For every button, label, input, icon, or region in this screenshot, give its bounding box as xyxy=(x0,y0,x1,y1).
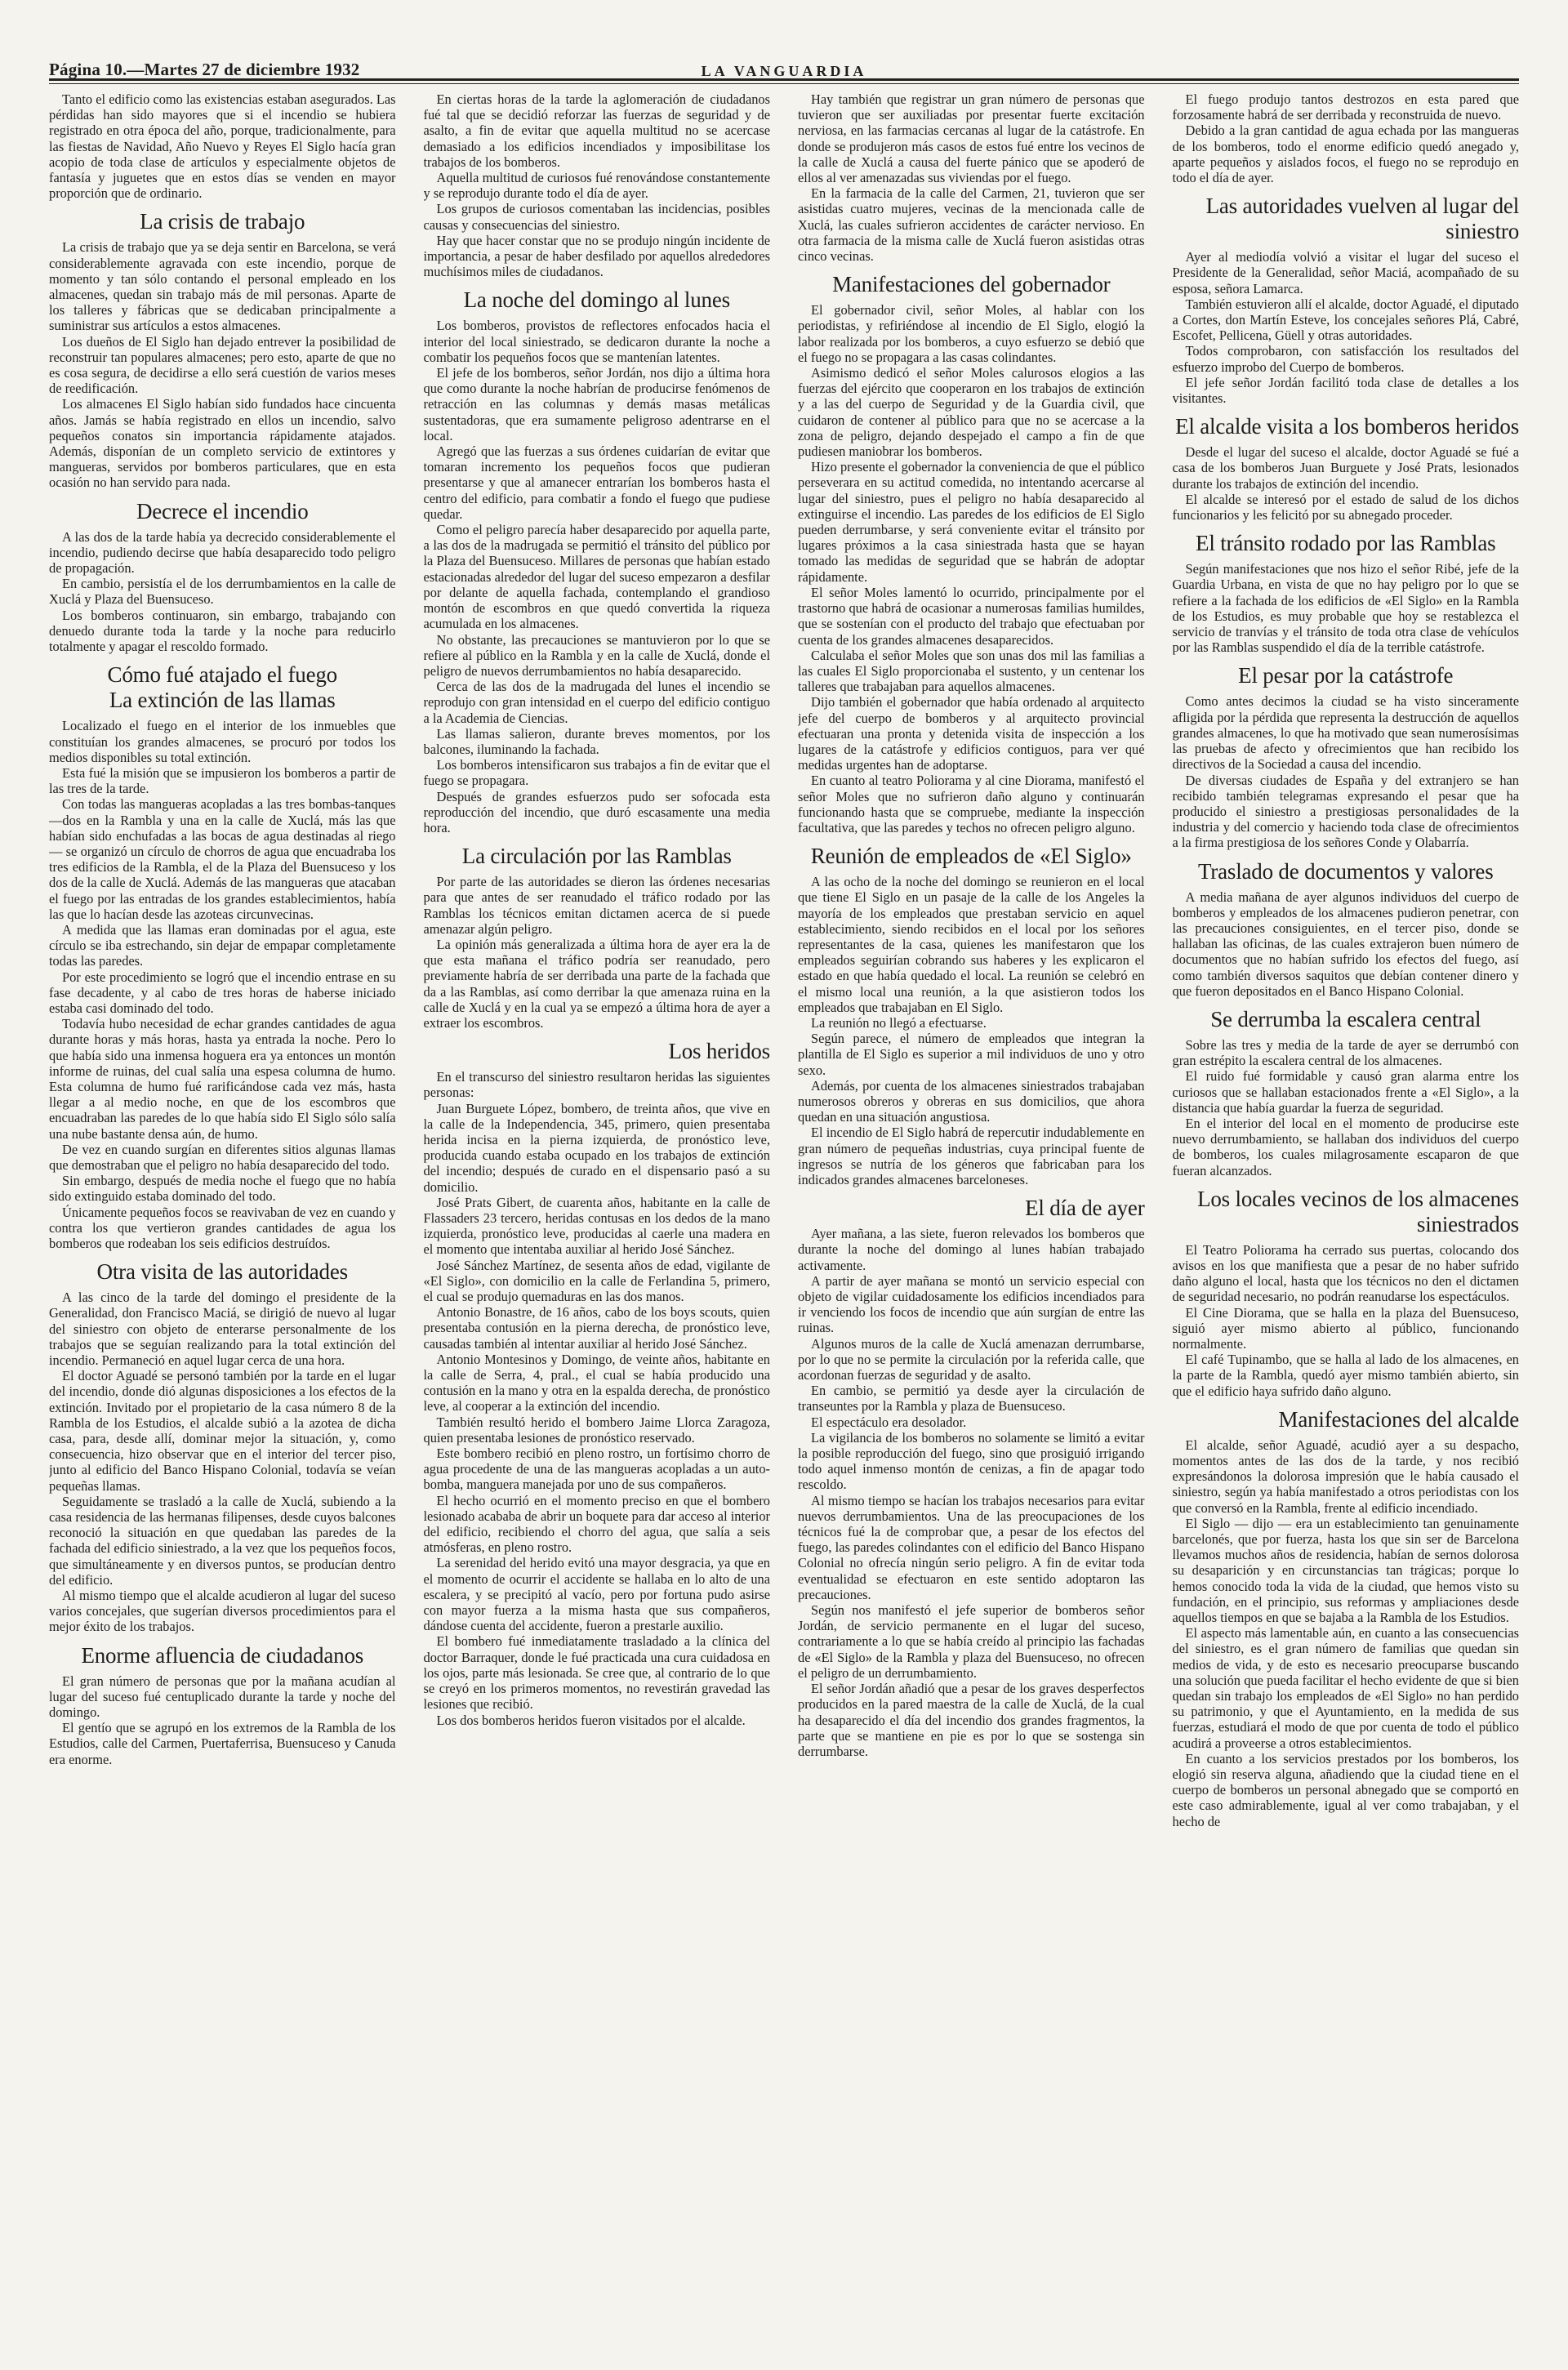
paragraph: Los grupos de curiosos comentaban las incidencias, posibles causas y consecuencias del siniestro. xyxy=(423,201,770,233)
paragraph: Por parte de las autoridades se dieron las órdenes necesarias para que antes de ser reanudado el tráfico rodado por las Ramblas los técnicos emitan dictamen acerca de si puede amenazar algún peligro. xyxy=(423,874,770,937)
paragraph: Antonio Bonastre, de 16 años, cabo de los boys scouts, quien presentaba contusión en la pierna derecha, de pronóstico leve, causadas también al intentar auxiliar al herido José Sánchez. xyxy=(423,1304,770,1352)
paragraph: En el transcurso del siniestro resultaron heridas las siguientes personas: xyxy=(423,1069,770,1101)
column-4 xyxy=(1173,91,1520,2321)
paragraph: En cuanto al teatro Poliorama y al cine Diorama, manifestó el señor Moles que no sufrieron daño alguno y continuarán funcionando hasta que se compruebe, mediante la inspección facultativa, que las paredes y techos no ofrecen peligro alguno. xyxy=(798,773,1145,835)
paragraph: De diversas ciudades de España y del extranjero se han recibido también telegramas expresando el pesar que ha producido el siniestro a prestigiosas personalidades de la industria y del comercio y haciendo toda clase de ofrecimientos a la firma prestigiosa de los señores Conde y Olabarría. xyxy=(1172,772,1519,851)
paragraph: Después de grandes esfuerzos pudo ser sofocada esta reproducción del incendio, que duró escasamente una media hora. xyxy=(423,788,770,835)
masthead: LA VANGUARDIA xyxy=(701,63,867,79)
section-heading: Decrece el incendio xyxy=(136,498,309,523)
paragraph: A las cinco de la tarde del domingo el presidente de la Generalidad, don Francisco Maciá, se dirigió de nuevo al lugar del siniestro con objeto de enterarse personalmente de los trabajos que se seguían realizando para la total extinción del incendio. Permaneció en aquel lugar cerca de una hora. xyxy=(49,1290,396,1369)
paragraph: Las llamas salieron, durante breves momentos, por los balcones, iluminando la fachada. xyxy=(423,725,770,757)
paragraph: Hizo presente el gobernador la conveniencia de que el público perseverara en su actitud comedida, no intentando acercarse al lugar del siniestro, pues el peligro no había desaparecido al extinguirse el incendio. Las paredes de los edificios de El Siglo pueden derrumbarse, y será conveniente evitar el tránsito por lugares próximos a la casa siniestrada hasta que se hayan tomado las medidas de seguridad que se habrán de adoptar rápidamente. xyxy=(798,459,1145,585)
paragraph: Únicamente pequeños focos se reavivaban de vez en cuando y contra los que vertieron grandes cantidades de agua los bomberos que rodeaban los seis edificios destruídos. xyxy=(49,1204,396,1251)
paragraph: Al mismo tiempo se hacían los trabajos necesarios para evitar nuevos derrumbamientos. Una de las preocupaciones de los técnicos fué la de comprobar que, a pesar de los efectos del fuego, las paredes colindantes con el edificio del Banco Hispano Colonial no ofrecía ningún serio peligro. A fin de evitar toda eventualidad se efectuaron en este sentido adoptaron las precauciones. xyxy=(798,1492,1145,1602)
paragraph: La serenidad del herido evitó una mayor desgracia, ya que en el momento de ocurrir el accidente se hallaba en lo alto de una escalera, y se precipitó al vacío, pero por fortuna pudo asirse con mayor fuerza a la misma hasta que sus compañeros, dándose cuenta del accidente, fueron a prestarle auxilio. xyxy=(423,1555,770,1634)
paragraph: El alcalde, señor Aguadé, acudió ayer a su despacho, momentos antes de las dos de la tarde, y nos recibió expresándonos la dolorosa impresión que le había causado el siniestro, según ya había manifestado a otros periodistas con los que conversó en la Rambla, frente al edificio incendiado. xyxy=(1172,1437,1519,1516)
paragraph: Los bomberos intensificaron sus trabajos a fin de evitar que el fuego se propagara. xyxy=(423,757,770,789)
paragraph: Desde el lugar del suceso el alcalde, doctor Aguadé se fué a casa de los bomberos Juan Burguete y José Prats, lesionados durante los trabajos de extinción del incendio. xyxy=(1172,444,1519,492)
paragraph: En el interior del local en el momento de producirse este nuevo derrumbamiento, se hallaban dos individuos del cuerpo de bomberos, los cuales milagrosamente escaparon de que fueran alcanzados. xyxy=(1172,1115,1519,1178)
paragraph: Agregó que las fuerzas a sus órdenes cuidarían de evitar que tomaran incremento los pequeños focos que pudieran presentarse y que al amanecer entrarían los bomberos hasta el centro del edificio, para combatir a fondo el fuego que pudiese quedar. xyxy=(423,443,770,522)
paragraph: Sobre las tres y media de la tarde de ayer se derrumbó con gran estrépito la escalera central de los almacenes. xyxy=(1172,1036,1519,1069)
section-heading: Enorme afluencia de ciudadanos xyxy=(81,1642,364,1668)
paragraph: También resultó herido el bombero Jaime Llorca Zaragoza, quien presentaba lesiones de pronóstico reservado. xyxy=(423,1414,770,1446)
section-heading: Otra visita de las autoridades xyxy=(96,1259,348,1285)
paragraph: Como el peligro parecía haber desaparecido por aquella parte, a las dos de la madrugada se permitió el tránsito del público por la Plaza del Buensuceso. Millares de personas que habían estado estacionadas alrededor del lugar del suceso empezaron a desfilar por delante de aquella fachada, contemplando el grandioso montón de escombros en que quedó convertida la riqueza acumulada en los almacenes. xyxy=(423,522,770,632)
paragraph: La opinión más generalizada a última hora de ayer era la de que esta mañana el tráfico podría ser reanudado, pero previamente habría de ser derribada una parte de la fachada que da a las Ramblas, así como derribar la que amenaza ruina en la calle de Xuclá y en la cual ya se empezó a última hora de ayer a extraer los escombros. xyxy=(423,936,770,1031)
paragraph: El espectáculo era desolador. xyxy=(811,1414,967,1430)
paragraph: Aquella multitud de curiosos fué renovándose constantemente y se reprodujo durante todo el día de ayer. xyxy=(423,170,770,202)
section-heading: Las autoridades vuelven al lugar del siniestro xyxy=(1205,194,1519,244)
section-heading: Los heridos xyxy=(668,1039,770,1064)
paragraph: También estuvieron allí el alcalde, doctor Aguadé, el diputado a Cortes, don Martín Esteve, los concejales señores Plá, Cabré, Escofet, Pellicena, Güell y otras autoridades. xyxy=(1172,296,1519,344)
paragraph: Los dueños de El Siglo han dejado entrever la posibilidad de reconstruir tan populares almacenes; pero esto, aparte de que no es cosa segura, de decidirse a ello será cuestión de varios meses de reedificación. xyxy=(49,333,396,397)
paragraph: Tanto el edificio como las existencias estaban asegurados. Las pérdidas han sido mayores que si el incendio se hubiera registrado en otra época del año, porque, tradicionalmente, para las fiestas de Navidad, Año Nuevo y Reyes El Siglo hacía gran acopio de toda clase de artículos y especialmente objetos de fantasía y juguetes que en estos días se venden en mayor proporción que de ordinario. xyxy=(49,91,396,202)
paragraph: En cambio, persistía el de los derrumbamientos en la calle de Xuclá y Plaza del Buensuceso. xyxy=(49,576,396,608)
paragraph: Como antes decimos la ciudad se ha visto sinceramente afligida por la pérdida que representa la destrucción de aquellos grandes almacenes, lo que ha motivado que sean numerosísimas las pruebas de afecto y ofrecimientos que han recibido los directivos de la Sociedad a causa del incendio. xyxy=(1172,693,1519,773)
paragraph: El señor Jordán añadió que a pesar de los graves desperfectos producidos en la pared maestra de la calle de Xuclá, de la cual ha desaparecido el día del incendio dos grandes fragmentos, la parte que se mantiene en pie es por lo que se sostenga sin derrumbarse. xyxy=(798,1681,1145,1759)
column-2 xyxy=(424,91,771,2321)
paragraph: El doctor Aguadé se personó también por la tarde en el lugar del incendio, donde dió algunas disposiciones a los efectos de la extinción. Invitado por el propietario de la casa número 8 de la Rambla de los Estudios, el alcalde subió a la azotea de dicha casa, para, desde allí, dominar mejor la situación, y, como consecuencia, hizo observar que en el interior del tercer piso, junto al edificio del Banco Hispano Colonial, todavía se veían pequeñas llamas. xyxy=(49,1368,396,1494)
paragraph: Dijo también el gobernador que había ordenado al arquitecto jefe del cuerpo de bomberos y al arquitecto provincial efectuaran una pronta y detenida visita de inspección a los lugares de la catástrofe y edificios contiguos, para ver qué medidas urgentes han de adoptarse. xyxy=(798,694,1145,773)
paragraph: El Siglo — dijo — era un establecimiento tan genuinamente barcelonés, que por fuerza, hasta los que sin ser de Barcelona llevamos muchos años de residencia, habían de sernos dolorosa su desaparición y en circunstancias tan trágicas; porque lo hemos conocido toda la vida de la ciudad, que hemos visto su fundación, en el principio, sus reformas y ampliaciones desde aquellos tiempos en que se bajaba a la Rambla de los Estudios. xyxy=(1172,1515,1519,1626)
paragraph: Al mismo tiempo que el alcalde acudieron al lugar del suceso varios concejales, que sugerían diversos procedimientos para el mejor éxito de los trabajos. xyxy=(49,1588,396,1635)
section-heading: Reunión de empleados de «El Siglo» xyxy=(810,844,1132,869)
paragraph: Algunos muros de la calle de Xuclá amenazan derrumbarse, por lo que no se permite la circulación por la referida calle, que acordonan fuerzas de seguridad y de asalto. xyxy=(798,1335,1145,1383)
page-header xyxy=(49,42,1519,80)
paragraph: A media mañana de ayer algunos individuos del cuerpo de bomberos y empleados de los almacenes pudieron penetrar, con las precauciones consiguientes, en el tercer piso, donde se hallaban las oficinas, de las cuales extrajeron buen número de documentos que no habían sufrido los efectos del fuego, así como también diversos saquitos que debían contener dinero y que fueron depositados en el Banco Hispano Colonial. xyxy=(1172,889,1519,999)
section-heading: El alcalde visita a los bomberos heridos xyxy=(1175,414,1519,439)
paragraph: Ayer mañana, a las siete, fueron relevados los bomberos que durante la noche del domingo al lunes habían trabajado activamente. xyxy=(798,1226,1145,1273)
paragraph: El ruido fué formidable y causó gran alarma entre los curiosos que se hallaban estacionados frente a «El Siglo», a la distancia que había guardar la fuerza de seguridad. xyxy=(1172,1068,1519,1116)
section-heading: La crisis de trabajo xyxy=(140,209,305,234)
paragraph: Con todas las mangueras acopladas a las tres bombas-tanques —dos en la Rambla y una en la calle de Xuclá, más las que habían sido enchufadas a las bocas de agua destinadas al riego— se organizó un círculo de chorros de agua que encuadraba los tres edificios de la Rambla, el de la Plaza del Buensuceso y los dos de la calle de Xuclá. Además de las mangueras que atacaban el fuego por las entradas de los grandes establecimientos, había las que lo hacían desde las azoteas circunvecinas. xyxy=(49,796,396,922)
header-rule-thin xyxy=(49,83,1519,84)
page-date: Página 10.—Martes 27 de diciembre 1932 xyxy=(49,60,360,79)
paragraph: Los almacenes El Siglo habían sido fundados hace cincuenta años. Jamás se había registrado en ellos un incendio, salvo pequeños conatos sin importancia rápidamente atajados. Además, disponían de un completo servicio de extintores y mangueras, servidos por bomberos particulares, que en esta ocasión no han servido para nada. xyxy=(49,396,396,491)
paragraph: Ayer al mediodía volvió a visitar el lugar del suceso el Presidente de la Generalidad, señor Maciá, acompañado de su esposa, señora Lamarca. xyxy=(1172,249,1519,296)
section-heading: Manifestaciones del gobernador xyxy=(832,272,1111,297)
section-heading: La circulación por las Ramblas xyxy=(461,844,732,869)
paragraph: Los dos bomberos heridos fueron visitados por el alcalde. xyxy=(436,1712,746,1728)
paragraph: Calculaba el señor Moles que son unas dos mil las familias a las cuales El Siglo proporcionaba el sustento, y un centenar los talleres que trabajaban para aquellos almacenes. xyxy=(798,647,1145,695)
paragraph: Todavía hubo necesidad de echar grandes cantidades de agua durante horas y más horas, hasta ya entrada la noche. Pero lo que había sido una inmensa hoguera era ya entonces un montón informe de ruinas, del cual salía una espesa columna de humo. Esta columna de humo fué rarificándose cada vez más, hasta llegar a al medio noche, en que de los escombros que encuadraban las paredes de lo que había sido El Siglo sólo salía una nube bastante densa aún, de humo. xyxy=(49,1016,396,1142)
article-columns xyxy=(49,91,1519,2321)
paragraph: Esta fué la misión que se impusieron los bomberos a partir de las tres de la tarde. xyxy=(49,764,396,797)
paragraph: Según manifestaciones que nos hizo el señor Ribé, jefe de la Guardia Urbana, en vista de que no hay peligro por lo que se refiere a la fachada de los edificios de «El Siglo» en la Rambla de los Estudios, es muy probable que hoy se restablezca el servicio de tranvías y el tránsito de toda otra clase de vehículos por las Ramblas suspendido el día de la terrible catástrofe. xyxy=(1172,561,1519,656)
paragraph: Antonio Montesinos y Domingo, de veinte años, habitante en la calle de Serra, 4, pral., el cual se había producido una contusión en la mano y otra en la espalda derecha, de pronóstico leve, al cooperar a la extinción del incendio. xyxy=(423,1351,770,1414)
paragraph: El incendio de El Siglo habrá de repercutir indudablemente en gran número de pequeñas industrias, cuya principal fuente de ingresos se nutría de los géneros que fabricaban para los indicados grandes almacenes barceloneses. xyxy=(798,1125,1145,1187)
paragraph: El aspecto más lamentable aún, en cuanto a las consecuencias del siniestro, es el gran número de familias que quedan sin medios de vida, y de esto es necesario preocuparse buscando una solución que pueda facilitar el hecho evidente de que si bien quedan sin trabajo los empleados de «El Siglo» no han perdido su patrimonio, y que el Ayuntamiento, en la medida de sus fuerzas, estudiará el modo de que por cuenta de todo el público acudirá a proveerse a otros establecimientos. xyxy=(1172,1625,1519,1751)
paragraph: Localizado el fuego en el interior de los inmuebles que constituían los grandes almacenes, se procuró por todos los medios disponibles su total extinción. xyxy=(49,718,396,765)
paragraph: Este bombero recibió en pleno rostro, un fortísimo chorro de agua procedente de una de las mangueras acopladas a un auto-bomba, manguera manejada por uno de sus compañeros. xyxy=(423,1446,770,1493)
paragraph: El fuego produjo tantos destrozos en esta pared que forzosamente habrá de ser derribada y reconstruida de nuevo. xyxy=(1172,91,1519,123)
section-heading: Manifestaciones del alcalde xyxy=(1278,1406,1519,1432)
paragraph: Según parece, el número de empleados que integran la plantilla de El Siglo es superior a mil individuos de uno y otro sexo. xyxy=(798,1031,1145,1078)
paragraph: José Prats Gibert, de cuarenta años, habitante en la calle de Flassaders 23 tercero, heridas contusas en los dedos de la mano izquierda, pronóstico leve, producidas al caerle una madera en el momento que intentaba auxiliar al herido José Sánchez. xyxy=(423,1194,770,1258)
column-1 xyxy=(49,91,396,2321)
section-heading: Cómo fué atajado el fuego xyxy=(107,662,337,688)
paragraph: El gran número de personas que por la mañana acudían al lugar del suceso fué centuplicado durante la tarde y noche del domingo. xyxy=(49,1673,396,1721)
paragraph: La crisis de trabajo que ya se deja sentir en Barcelona, se verá considerablemente agravada con este incendio, porque de momento y tan sólo contando el personal empleado en los almacenes, quedan sin trabajo más de mil personas. Aparte de los talleres y fábricas que se dedicaban principalmente a suministrar sus artículos a estos almacenes. xyxy=(49,239,396,334)
paragraph: En cuanto a los servicios prestados por los bomberos, los elogió sin reserva alguna, añadiendo que la ciudad tiene en el cuerpo de bomberos un personal abnegado que se comportó en este caso admirablemente, igual al ver como trabajaban, y el hecho de xyxy=(1172,1750,1519,1829)
paragraph: En la farmacia de la calle del Carmen, 21, tuvieron que ser asistidas cuatro mujeres, vecinas de la mencionada calle de Xuclá, las cuales sufrieron accidentes de carácter nervioso. En otra farmacia de la misma calle de Xuclá fueron asistidas otras cinco vecinas. xyxy=(798,185,1145,265)
paragraph: El señor Moles lamentó lo ocurrido, principalmente por el trastorno que habrá de ocasionar a numerosas familias humildes, que se sostenían con el producto del trabajo que efectuaban por cuenta de los grandes almacenes desaparecidos. xyxy=(798,584,1145,648)
section-heading: El día de ayer xyxy=(1025,1196,1145,1221)
paragraph: Asimismo dedicó el señor Moles calurosos elogios a las fuerzas del ejército que cooperaron en los trabajos de extinción y a las del cuerpo de Seguridad y de la Guardia civil, que cuidaron de contener al público para que no se acercase a la zona de peligro, dejando despejado el campo a fin de que pudiesen maniobrar los bomberos. xyxy=(798,365,1145,460)
paragraph: Juan Burguete López, bombero, de treinta años, que vive en la calle de la Independencia, 345, primero, quien presentaba herida incisa en la pierna izquierda, de pronóstico leve, producida cuando estaba ocupado en los trabajos de extinción del incendio; después de curado en el dispensario pasó a su domicilio. xyxy=(423,1100,770,1195)
paragraph: El alcalde se interesó por el estado de salud de los dichos funcionarios y les felicitó por su abnegado proceder. xyxy=(1172,491,1519,523)
paragraph: El hecho ocurrió en el momento preciso en que el bombero lesionado acababa de abrir un boquete para dar acceso al interior del edificio, recibiendo el chorro del agua, que salía a seis atmósferas, en pleno rostro. xyxy=(423,1492,770,1556)
paragraph: En ciertas horas de la tarde la aglomeración de ciudadanos fué tal que se decidió reforzar las fuerzas de seguridad y de asalto, a fin de evitar que aquella multitud no se acercase demasiado a los edificios incendiados y imposibilitase los trabajos de los bomberos. xyxy=(423,91,770,170)
section-subheading: La extinción de las llamas xyxy=(109,688,336,713)
paragraph: De vez en cuando surgían en diferentes sitios algunas llamas que demostraban que el peligro no había desaparecido del todo. xyxy=(49,1141,396,1173)
paragraph: La reunión no llegó a efectuarse. xyxy=(811,1014,987,1031)
paragraph: El café Tupinambo, que se halla al lado de los almacenes, en la parte de la Rambla, quedó ayer mismo también abierto, sin que el edificio haya sufrido daño alguno. xyxy=(1172,1352,1519,1399)
header-rule xyxy=(49,78,1519,81)
section-heading: El pesar por la catástrofe xyxy=(1238,663,1454,688)
paragraph: En cambio, se permitió ya desde ayer la circulación de transeuntes por la Rambla y plaza de Buensuceso. xyxy=(798,1383,1145,1414)
paragraph: Hay que hacer constar que no se produjo ningún incidente de importancia, a pesar de haber desfilado por aquellos alrededores muchísimos miles de ciudadanos. xyxy=(423,232,770,280)
paragraph: Debido a la gran cantidad de agua echada por las mangueras de los bomberos, todo el enorme edificio quedó anegado y, aparte pequeños y aislados focos, el fuego no se reprodujo en todo el día de ayer. xyxy=(1172,123,1519,186)
paragraph: A las dos de la tarde había ya decrecido considerablemente el incendio, pudiendo decirse que había desaparecido todo peligro de propagación. xyxy=(49,528,396,577)
paragraph: Los bomberos continuaron, sin embargo, trabajando con denuedo durante toda la tarde y la noche para reducirlo totalmente y apagar el rescoldo formado. xyxy=(49,607,396,655)
paragraph: El jefe señor Jordán facilitó toda clase de detalles a los visitantes. xyxy=(1172,374,1519,407)
section-heading: Traslado de documentos y valores xyxy=(1197,858,1494,884)
paragraph: El Cine Diorama, que se halla en la plaza del Buensuceso, siguió ayer mismo abierto al público, funcionando normalmente. xyxy=(1172,1304,1519,1352)
paragraph: Además, por cuenta de los almacenes siniestrados trabajaban numerosos obreros y obreras en sus domicilios, que ahora quedan en una situación angustiosa. xyxy=(798,1077,1145,1125)
paragraph: José Sánchez Martínez, de sesenta años de edad, vigilante de «El Siglo», con domicilio en la calle de Ferlandina 5, primero, el cual se produjo quemaduras en las dos manos. xyxy=(423,1257,770,1305)
paragraph: El bombero fué inmediatamente trasladado a la clínica del doctor Barraquer, donde le fué practicada una cura cuidadosa en los ojos, parte más lesionada. Se cree que, al contrario de lo que se creyó en los primeros momentos, no revestirán gravedad las lesiones que recibió. xyxy=(423,1633,770,1713)
paragraph: Los bomberos, provistos de reflectores enfocados hacia el interior del local siniestrado, se dedicaron durante la noche a combatir los pequeños focos que se mantenían latentes. xyxy=(423,318,770,365)
paragraph: El Teatro Poliorama ha cerrado sus puertas, colocando dos avisos en los que manifiesta que a pesar de no haber sufrido daño alguno el local, hasta que los técnicos no den el dictamen de seguridad necesario, no podrán reanudarse los espectáculos. xyxy=(1172,1241,1519,1305)
section-heading: Los locales vecinos de los almacenes siniestrados xyxy=(1197,1186,1519,1236)
paragraph: Cerca de las dos de la madrugada del lunes el incendio se reprodujo con gran intensidad en el cuerpo del edificio contiguo a la Academia de Ciencias. xyxy=(423,679,770,726)
paragraph: Según nos manifestó el jefe superior de bomberos señor Jordán, de servicio permanente en el lugar del suceso, contrariamente a lo que se había creído al principio las fachadas de «El Siglo» de la Rambla y plaza del Buensuceso, no ofrecen el peligro de un derrumbamiento. xyxy=(798,1602,1145,1681)
paragraph: Sin embargo, después de media noche el fuego que no había sido extinguido estaba dominado del todo. xyxy=(49,1173,396,1205)
column-3 xyxy=(798,91,1145,2321)
paragraph: El jefe de los bomberos, señor Jordán, nos dijo a última hora que como durante la noche habrían de producirse fenómenos de retracción en las columnas y demás masas metálicas sustentadoras, que era sumamente peligroso adentrarse en el local. xyxy=(423,365,770,443)
paragraph: A medida que las llamas eran dominadas por el agua, este círculo se iba estrechando, sin dejar de empapar completamente todas las paredes. xyxy=(49,921,396,969)
paragraph: Todos comprobaron, con satisfacción los resultados del esfuerzo improbo del Cuerpo de bomberos. xyxy=(1172,343,1519,375)
paragraph: La vigilancia de los bomberos no solamente se limitó a evitar la posible reproducción del fuego, sino que prosiguió irrigando todo aquel inmenso montón de cenizas, a fin de apagar todo rescoldo. xyxy=(798,1429,1145,1493)
paragraph: A partir de ayer mañana se montó un servicio especial con objeto de vigilar cuidadosamente los edificios incendiados para ir venciendo los focos de incendio que aún surgían de entre las ruinas. xyxy=(798,1272,1145,1336)
paragraph: No obstante, las precauciones se mantuvieron por lo que se refiere al público en la Rambla y en la calle de Xuclá, donde el peligro de nuevos derrumbamientos no había desaparecido. xyxy=(423,631,770,679)
section-heading: El tránsito rodado por las Ramblas xyxy=(1196,531,1496,556)
section-heading: Se derrumba la escalera central xyxy=(1210,1006,1481,1031)
paragraph: A las ocho de la noche del domingo se reunieron en el local que tiene El Siglo en un pasaje de la calle de los Angeles la mayoría de los empleados que prestaban servicio en aquel establecimiento, siendo recibidos en el local por los señores representantes de la casa, quienes les manifestaron que los empleados seguirían cobrando sus haberes y les explicaron el estado en que había quedado el local. La reunión se celebró en el mismo local una reunión, a la que asistieron todos los empleados que trabajaban en El Siglo. xyxy=(798,874,1145,1015)
paragraph: El gobernador civil, señor Moles, al hablar con los periodistas, y refiriéndose al incendio de El Siglo, elogió la labor realizada por los bomberos, a cuyo esfuerzo se debió que el fuego no se propagara a las casas colindantes. xyxy=(798,302,1145,365)
paragraph: Hay también que registrar un gran número de personas que tuvieron que ser auxiliadas por presentar fuerte excitación nerviosa, en las farmacias cercanas al lugar de la catástrofe. En donde se produjeron más casos de estos fué entre los vecinos de la calle de Xuclá a causa del fuerte pánico que se apoderó de ellos al ver amenazadas sus viviendas por el fuego. xyxy=(798,91,1145,186)
section-heading: La noche del domingo al lunes xyxy=(463,287,730,313)
paragraph: Por este procedimiento se logró que el incendio entrase en su fase decadente, y al cabo de tres horas de haberse iniciado estaba casi dominado del todo. xyxy=(49,969,396,1016)
paragraph: El gentío que se agrupó en los extremos de la Rambla de los Estudios, calle del Carmen, Puertaferrisa, Buensuceso y Canuda era enorme. xyxy=(49,1720,396,1767)
paragraph: Seguidamente se trasladó a la calle de Xuclá, subiendo a la casa residencia de las hermanas filipenses, desde cuyos balcones reconoció la situación en que quedaban las paredes de la fachada del edificio siniestrado, a la vez que los pequeños focos, que simultáneamente y en diversos puntos, se producían dentro del edificio. xyxy=(49,1493,396,1588)
